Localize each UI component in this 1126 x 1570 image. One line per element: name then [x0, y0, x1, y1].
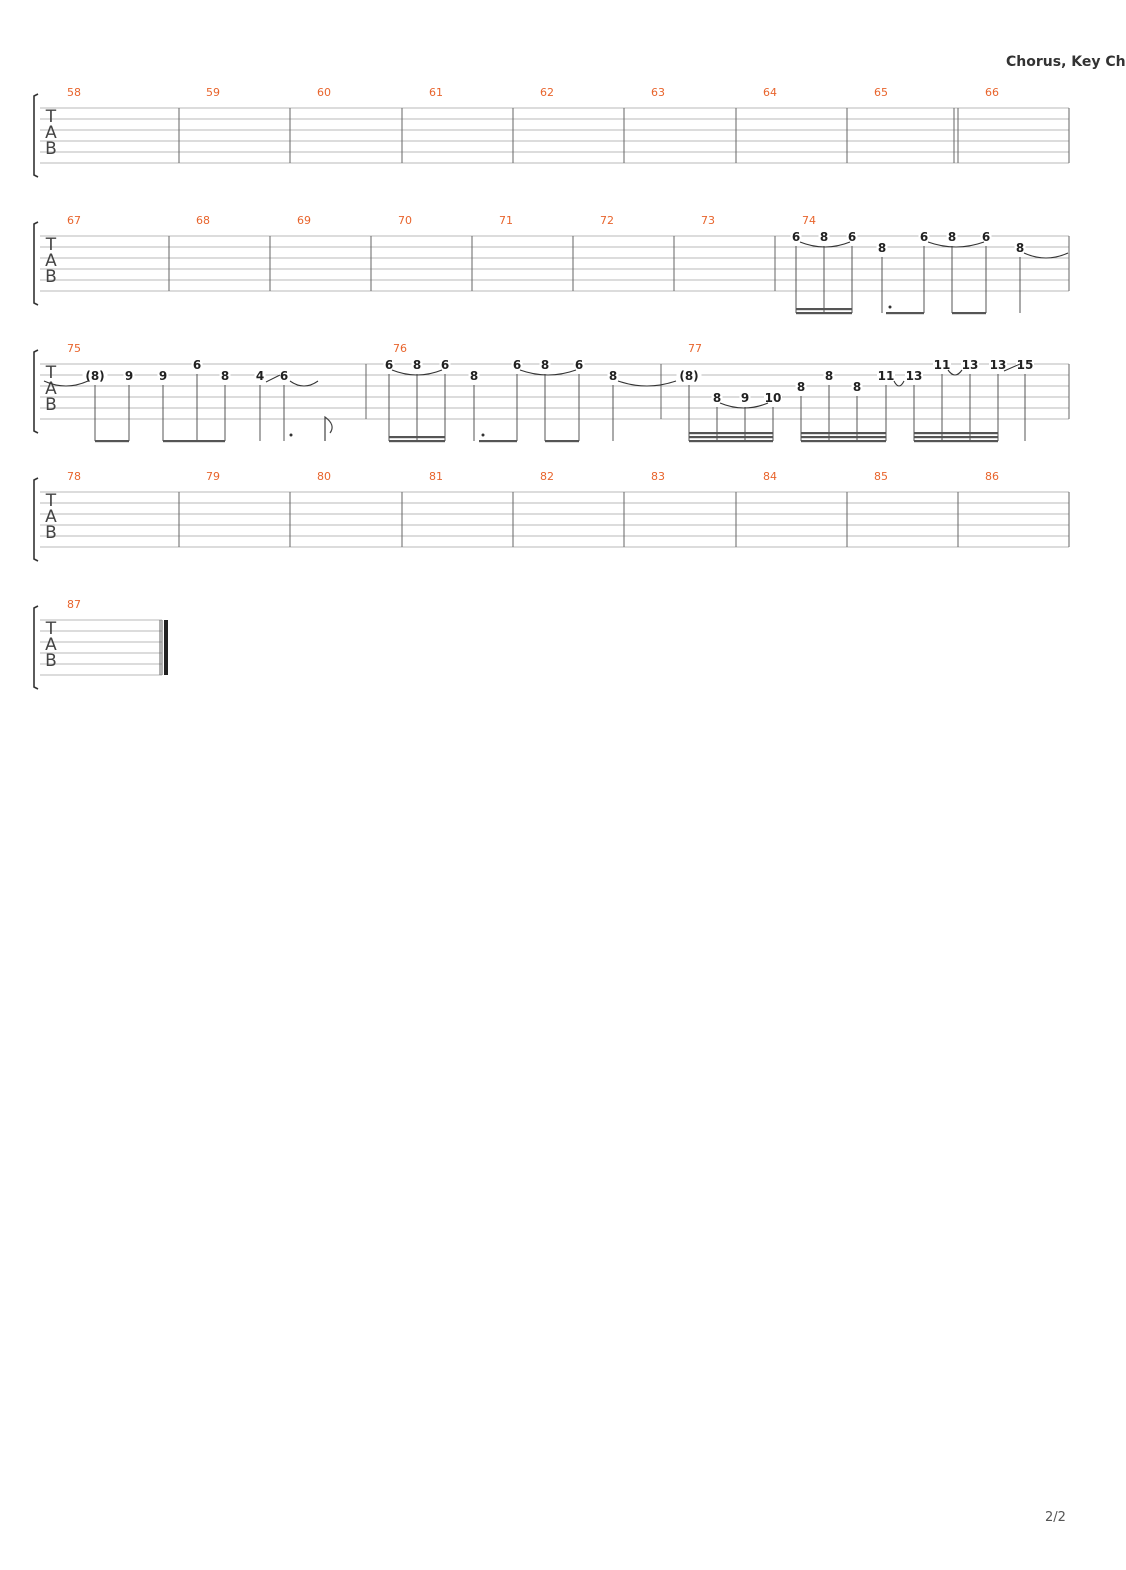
tie-arc [1024, 253, 1068, 258]
fret-number: 8 [469, 369, 479, 383]
measure-number: 72 [600, 214, 614, 227]
tab-clef-letter: B [45, 651, 57, 671]
fret-number: 8 [819, 230, 829, 244]
measure-number: 77 [688, 342, 702, 355]
fret-number: 9 [158, 369, 168, 383]
fret-number: (8) [85, 369, 105, 383]
fret-number: 13 [905, 369, 923, 383]
beam [95, 440, 129, 442]
measure-number: 78 [67, 470, 81, 483]
measure-number: 85 [874, 470, 888, 483]
beam [801, 436, 886, 438]
fret-number: 6 [981, 230, 991, 244]
rhythm-dot [889, 306, 892, 309]
section-label: Chorus, Key Ch [1006, 54, 1126, 70]
fret-number: 9 [124, 369, 134, 383]
fret-number: 8 [947, 230, 957, 244]
slide-line [266, 375, 280, 382]
measure-number: 81 [429, 470, 443, 483]
tab-system [34, 86, 1069, 177]
tab-clef-letter: A [45, 123, 57, 143]
measure-number: 68 [196, 214, 210, 227]
measure-number: 58 [67, 86, 81, 99]
system-bracket [34, 478, 38, 561]
measure-number: 80 [317, 470, 331, 483]
fret-number: 11 [933, 358, 951, 372]
beam [796, 312, 852, 314]
tab-system [34, 470, 1069, 561]
rhythm-dot [290, 434, 293, 437]
tie-arc [894, 381, 904, 386]
tab-clef-letter: T [45, 363, 57, 383]
beam [689, 440, 773, 442]
tab-clef-letter: A [45, 379, 57, 399]
fret-number: 6 [440, 358, 450, 372]
measure-number: 75 [67, 342, 81, 355]
beam [479, 440, 517, 442]
fret-number: 6 [279, 369, 289, 383]
tie-arc [618, 381, 676, 386]
fret-number: 8 [824, 369, 834, 383]
fret-number: 6 [384, 358, 394, 372]
fret-number: 8 [220, 369, 230, 383]
measure-number: 79 [206, 470, 220, 483]
tab-clef-letter: T [45, 619, 57, 639]
page-number: 2/2 [1045, 1510, 1066, 1525]
measure-number: 84 [763, 470, 777, 483]
system-bracket [34, 606, 38, 689]
tab-clef-letter: T [45, 235, 57, 255]
beam [389, 440, 445, 442]
fret-number: 6 [791, 230, 801, 244]
beam [914, 440, 998, 442]
tab-system [34, 598, 168, 689]
tie-arc [290, 381, 318, 386]
beam [689, 432, 773, 434]
beam [389, 436, 445, 438]
beam [801, 432, 886, 434]
note-flag [325, 417, 332, 441]
measure-number: 66 [985, 86, 999, 99]
beam [796, 308, 852, 310]
fret-number: 8 [608, 369, 618, 383]
beam [163, 440, 225, 442]
measure-number: 73 [701, 214, 715, 227]
tab-clef-letter: A [45, 635, 57, 655]
fret-number: 6 [574, 358, 584, 372]
fret-number: 6 [192, 358, 202, 372]
fret-number: 8 [796, 380, 806, 394]
beam [914, 436, 998, 438]
fret-number: 13 [989, 358, 1007, 372]
tab-clef-letter: T [45, 107, 57, 127]
fret-number: 4 [255, 369, 265, 383]
tab-clef-letter: B [45, 139, 57, 159]
fret-number: 8 [540, 358, 550, 372]
beam [689, 436, 773, 438]
beam [952, 312, 986, 314]
tab-clef-letter: B [45, 395, 57, 415]
measure-number: 74 [802, 214, 816, 227]
tab-clef-letter: B [45, 523, 57, 543]
fret-number: 8 [712, 391, 722, 405]
system-bracket [34, 222, 38, 305]
measure-number: 71 [499, 214, 513, 227]
tab-system [34, 214, 1069, 314]
tab-clef-letter: B [45, 267, 57, 287]
fret-number: 11 [877, 369, 895, 383]
measure-number: 86 [985, 470, 999, 483]
measure-number: 62 [540, 86, 554, 99]
measure-number: 69 [297, 214, 311, 227]
fret-number: 10 [764, 391, 782, 405]
measure-number: 61 [429, 86, 443, 99]
measure-number: 65 [874, 86, 888, 99]
system-bracket [34, 350, 38, 433]
measure-number: 87 [67, 598, 81, 611]
measure-number: 59 [206, 86, 220, 99]
fret-number: 6 [512, 358, 522, 372]
fret-number: (8) [679, 369, 699, 383]
measure-number: 67 [67, 214, 81, 227]
beam [545, 440, 579, 442]
fret-number: 15 [1016, 358, 1034, 372]
fret-number: 9 [740, 391, 750, 405]
fret-number: 13 [961, 358, 979, 372]
final-barline-thick [164, 620, 168, 675]
measure-number: 63 [651, 86, 665, 99]
measure-number: 76 [393, 342, 407, 355]
fret-number: 8 [1015, 241, 1025, 255]
beam [801, 440, 886, 442]
rhythm-dot [482, 434, 485, 437]
fret-number: 8 [877, 241, 887, 255]
fret-number: 8 [412, 358, 422, 372]
fret-number: 8 [852, 380, 862, 394]
tab-clef-letter: A [45, 507, 57, 527]
fret-number: 6 [847, 230, 857, 244]
tab-clef-letter: A [45, 251, 57, 271]
tab-clef-letter: T [45, 491, 57, 511]
measure-number: 83 [651, 470, 665, 483]
fret-number: 6 [919, 230, 929, 244]
tab-system [34, 342, 1069, 442]
measure-number: 64 [763, 86, 777, 99]
beam [914, 432, 998, 434]
beam [886, 312, 924, 314]
system-bracket [34, 94, 38, 177]
measure-number: 82 [540, 470, 554, 483]
measure-number: 70 [398, 214, 412, 227]
measure-number: 60 [317, 86, 331, 99]
